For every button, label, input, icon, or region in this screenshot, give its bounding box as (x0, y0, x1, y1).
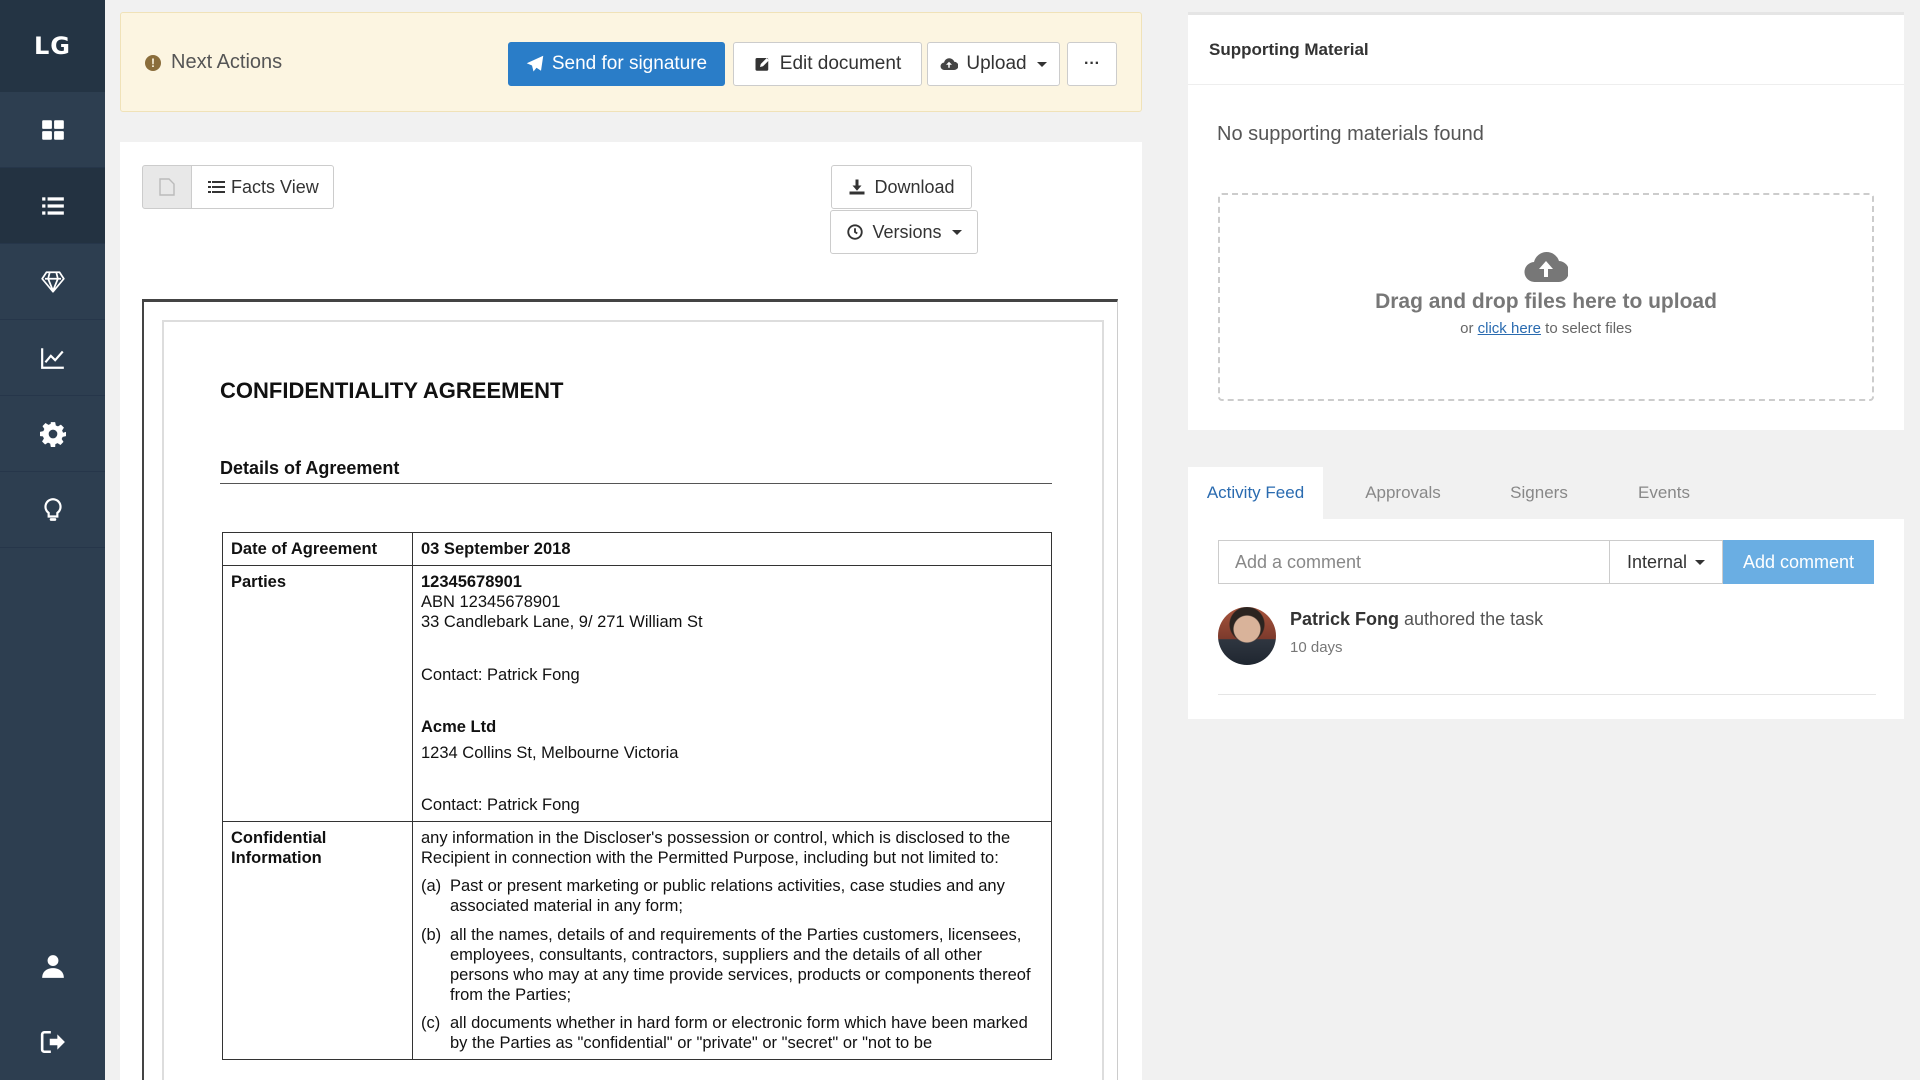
facts-view-label: Facts View (231, 176, 319, 197)
chevron-down-icon (1037, 62, 1047, 67)
confidential-info-label: Confidential Information (223, 822, 413, 1060)
party1-contact: Contact: Patrick Fong (421, 665, 580, 684)
upload-label: Upload (966, 53, 1027, 74)
activity-text (1290, 609, 1543, 630)
cloud-upload-icon (1524, 249, 1568, 283)
dropzone-suffix: to select files (1541, 320, 1632, 337)
cloud-upload-icon (940, 55, 958, 73)
clause-label: (a) (421, 877, 442, 896)
tab-activity-feed[interactable]: Activity Feed (1188, 467, 1323, 519)
tab-signers[interactable]: Signers (1510, 483, 1568, 502)
date-value: 03 September 2018 (413, 533, 1052, 566)
document-section-heading: Details of Agreement (220, 458, 1052, 484)
agreement-details-table (222, 532, 1052, 1060)
parties-value (413, 566, 1052, 822)
sidebar-item-ideas[interactable] (0, 472, 105, 548)
table-row (223, 822, 1052, 1060)
logout-icon (40, 1029, 66, 1055)
lightbulb-icon (40, 497, 66, 523)
clause-item (421, 925, 1043, 1006)
click-here-link[interactable]: click here (1477, 320, 1541, 337)
visibility-value: Internal (1626, 551, 1688, 572)
dashboard-icon (40, 117, 66, 143)
clause-item (421, 876, 1043, 916)
list-icon (208, 180, 225, 194)
edit-document-label: Edit document (779, 53, 902, 74)
activity-action: authored the task (1399, 609, 1544, 629)
dropzone-prefix: or (1460, 320, 1478, 337)
file-icon (159, 178, 175, 196)
confidential-info-intro: any information in the Discloser's possession or control, which is disclosed to the Recipient in connection with the Permitted Purpose, including but not limited to: (421, 829, 1011, 868)
feed-tabs (1188, 467, 1904, 519)
clause-label: (c) (421, 1014, 441, 1032)
versions-dropdown-button[interactable] (830, 210, 978, 254)
more-actions-button[interactable]: ··· (1067, 42, 1117, 86)
sidebar-item-profile[interactable] (0, 928, 105, 1004)
edit-document-button[interactable] (733, 42, 922, 86)
chart-icon (40, 345, 66, 371)
next-actions-heading (145, 51, 282, 74)
download-icon (848, 178, 866, 196)
sidebar-item-documents[interactable] (0, 168, 105, 244)
clause-text: all the names, details of and requirements of the Parties customers, licensees, employees, consultants, contractors, suppliers and the details of all other persons who may at any time provide services, products or components thereof from the Parties; (450, 925, 1031, 1004)
next-actions-bar (120, 12, 1142, 112)
comment-input[interactable] (1218, 540, 1609, 584)
sidebar-item-reports[interactable] (0, 320, 105, 396)
party1-name: 12345678901 (421, 573, 522, 592)
dropzone-subtitle (1220, 320, 1872, 337)
user-icon (40, 953, 66, 979)
file-dropzone[interactable] (1218, 193, 1874, 401)
download-label: Download (874, 176, 955, 197)
sidebar-item-dashboard[interactable] (0, 92, 105, 168)
document-viewer[interactable] (142, 299, 1118, 1080)
dropzone-title: Drag and drop files here to upload (1375, 290, 1717, 313)
sidebar (0, 0, 105, 1080)
party1-address: 33 Candlebark Lane, 9/ 271 William St (421, 613, 703, 632)
app-logo[interactable]: LG (0, 0, 105, 92)
tab-approvals[interactable]: Approvals (1365, 483, 1441, 502)
edit-icon (754, 55, 772, 73)
download-button[interactable] (831, 165, 972, 209)
add-comment-button[interactable]: Add comment (1723, 540, 1874, 584)
list-icon (40, 193, 66, 219)
facts-view-button[interactable] (192, 165, 334, 209)
chevron-down-icon (952, 230, 962, 235)
table-row (223, 566, 1052, 822)
chevron-down-icon (1695, 560, 1705, 565)
clock-icon (846, 223, 864, 241)
table-row (223, 533, 1052, 566)
visibility-select[interactable] (1609, 540, 1723, 584)
activity-author[interactable]: Patrick Fong (1290, 609, 1400, 629)
activity-item (1218, 607, 1876, 695)
supporting-empty-message: No supporting materials found (1217, 123, 1484, 145)
view-toggle-group (142, 165, 334, 209)
supporting-material-panel (1188, 12, 1904, 430)
party2-address: 1234 Collins St, Melbourne Victoria (421, 743, 679, 762)
party1-abn: ABN 12345678901 (421, 593, 561, 612)
sidebar-bottom (0, 928, 105, 1080)
clause-text: all documents whether in hard form or electronic form which have been marked by the Parties as "confidential" or "private" or "secret" or "not to be (450, 1014, 1028, 1053)
sidebar-item-logout[interactable] (0, 1004, 105, 1080)
supporting-material-title: Supporting Material (1188, 15, 1904, 85)
upload-dropdown-button[interactable] (927, 42, 1060, 86)
activity-feed-panel (1188, 467, 1904, 719)
info-icon: ! (145, 55, 161, 71)
clause-label: (b) (421, 925, 442, 944)
avatar (1218, 607, 1276, 665)
diamond-icon (40, 269, 66, 295)
gear-icon (40, 421, 66, 447)
versions-label: Versions (872, 221, 942, 242)
party2-name: Acme Ltd (421, 717, 497, 736)
document-page (162, 320, 1104, 1080)
clause-item (421, 1013, 1043, 1053)
parties-label: Parties (223, 566, 413, 822)
next-actions-title: Next Actions (171, 51, 283, 73)
party2-contact: Contact: Patrick Fong (421, 795, 580, 814)
confidential-info-value (413, 822, 1052, 1060)
document-title: CONFIDENTIALITY AGREEMENT (220, 378, 564, 403)
clause-text: Past or present marketing or public relations activities, case studies and any associated material in any form; (450, 877, 1005, 916)
sidebar-item-settings[interactable] (0, 396, 105, 472)
document-view-button[interactable] (142, 165, 192, 209)
paper-plane-icon (526, 55, 544, 73)
document-panel (120, 142, 1142, 1080)
send-for-signature-label: Send for signature (551, 53, 708, 74)
date-label: Date of Agreement (223, 533, 413, 566)
tab-events[interactable]: Events (1638, 483, 1690, 502)
send-for-signature-button[interactable] (508, 42, 725, 86)
sidebar-item-diamond[interactable] (0, 244, 105, 320)
activity-time: 10 days (1290, 639, 1343, 656)
